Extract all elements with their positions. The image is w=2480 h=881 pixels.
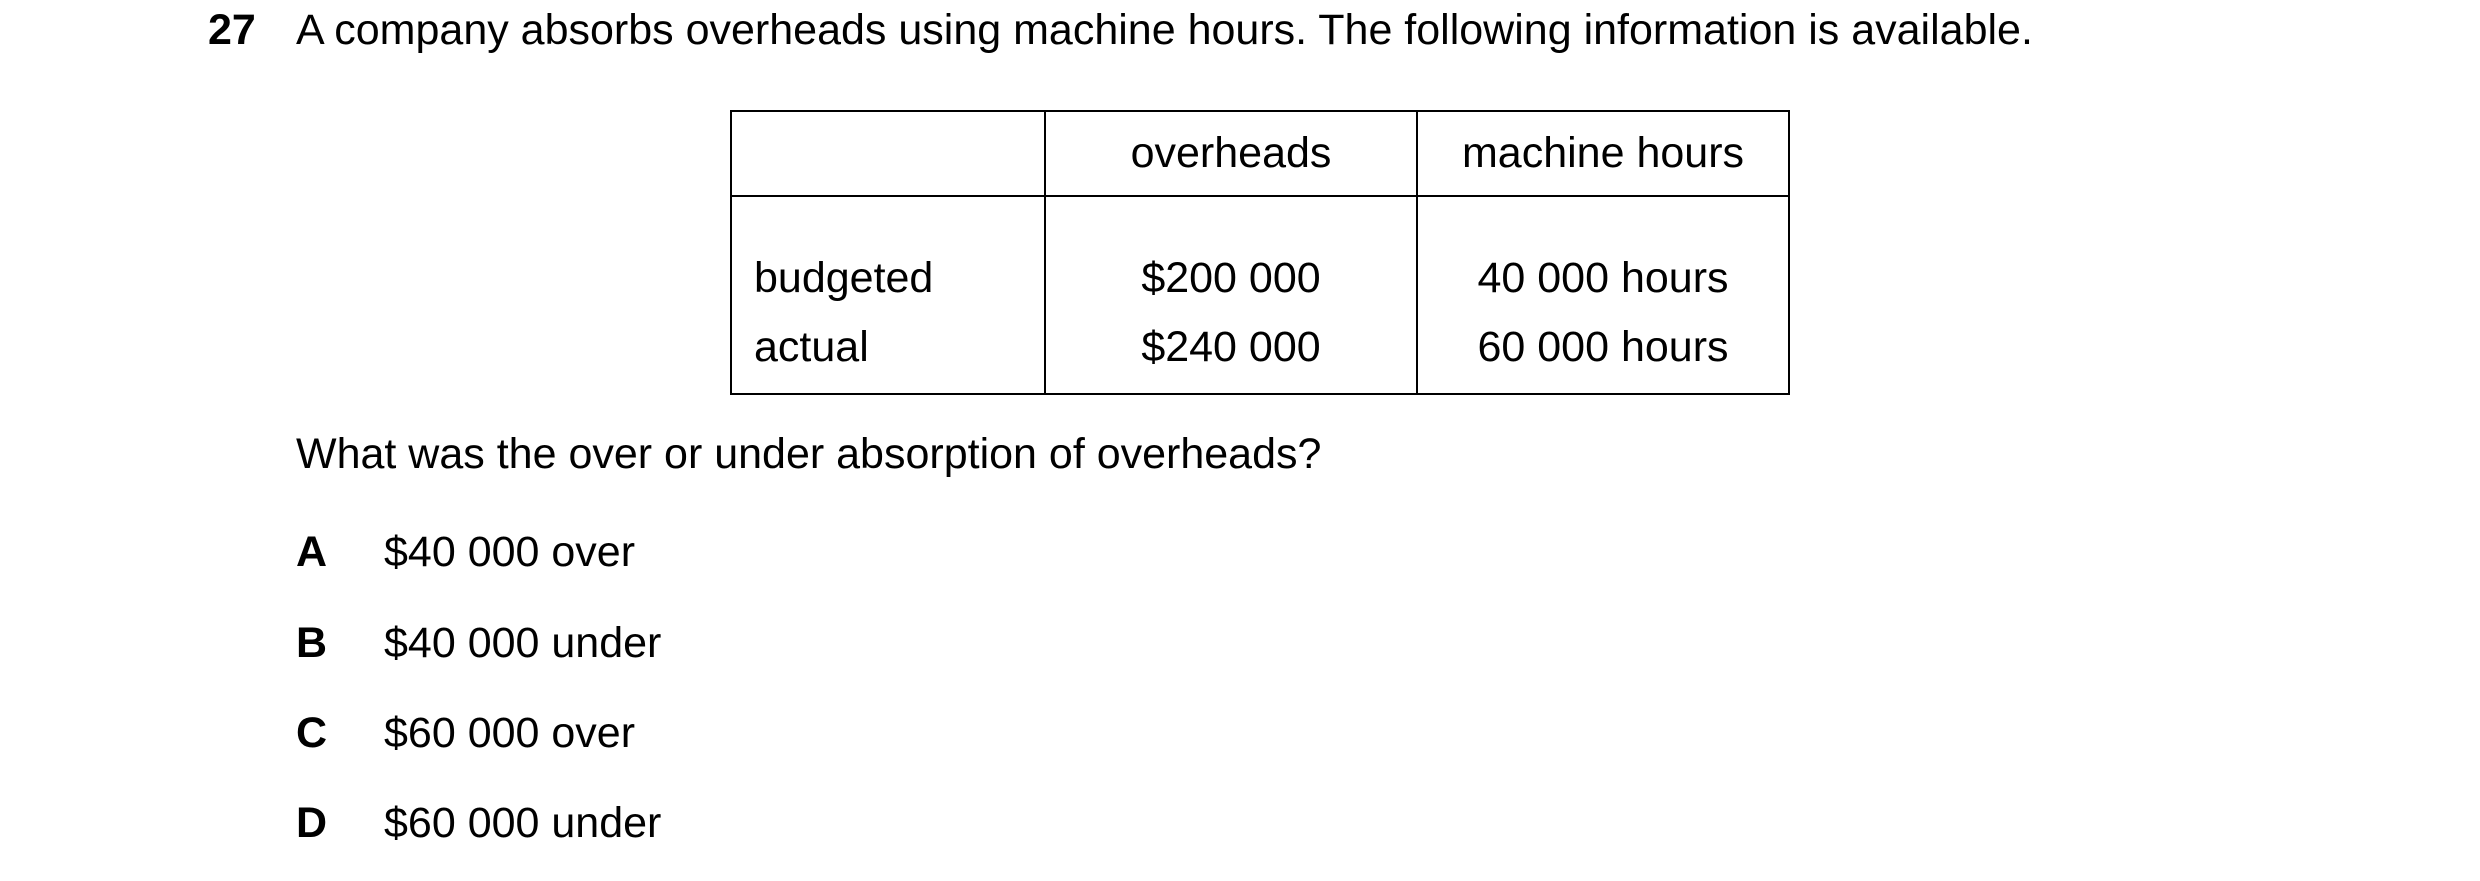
question-number: 27 bbox=[208, 6, 256, 54]
option-letter: A bbox=[296, 528, 328, 576]
table-row bbox=[731, 196, 1789, 317]
option-text: $60 000 under bbox=[384, 799, 662, 847]
option-b[interactable] bbox=[296, 617, 661, 669]
option-text: $40 000 over bbox=[384, 528, 636, 576]
table-header-machine-hours: machine hours bbox=[1417, 111, 1789, 196]
overheads-table bbox=[730, 110, 1790, 395]
option-letter: C bbox=[296, 709, 328, 757]
table-row bbox=[731, 317, 1789, 394]
actual-overheads: $240 000 bbox=[1045, 317, 1417, 394]
option-text: $60 000 over bbox=[384, 709, 636, 757]
actual-machine-hours: 60 000 hours bbox=[1417, 317, 1789, 394]
table-header-overheads: overheads bbox=[1045, 111, 1417, 196]
budgeted-overheads: $200 000 bbox=[1045, 196, 1417, 317]
table-header-empty bbox=[731, 111, 1045, 196]
question-stem: A company absorbs overheads using machine hours. The following information is available. bbox=[296, 6, 2033, 54]
option-text: $40 000 under bbox=[384, 619, 662, 667]
option-c[interactable] bbox=[296, 707, 635, 759]
row-label-actual: actual bbox=[731, 317, 1045, 394]
question-prompt: What was the over or under absorption of overheads? bbox=[296, 430, 1322, 478]
table-header-row bbox=[731, 111, 1789, 196]
row-label-budgeted: budgeted bbox=[731, 196, 1045, 317]
budgeted-machine-hours: 40 000 hours bbox=[1417, 196, 1789, 317]
option-letter: B bbox=[296, 619, 328, 667]
option-letter: D bbox=[296, 799, 328, 847]
option-a[interactable] bbox=[296, 526, 635, 578]
option-d[interactable] bbox=[296, 797, 661, 849]
